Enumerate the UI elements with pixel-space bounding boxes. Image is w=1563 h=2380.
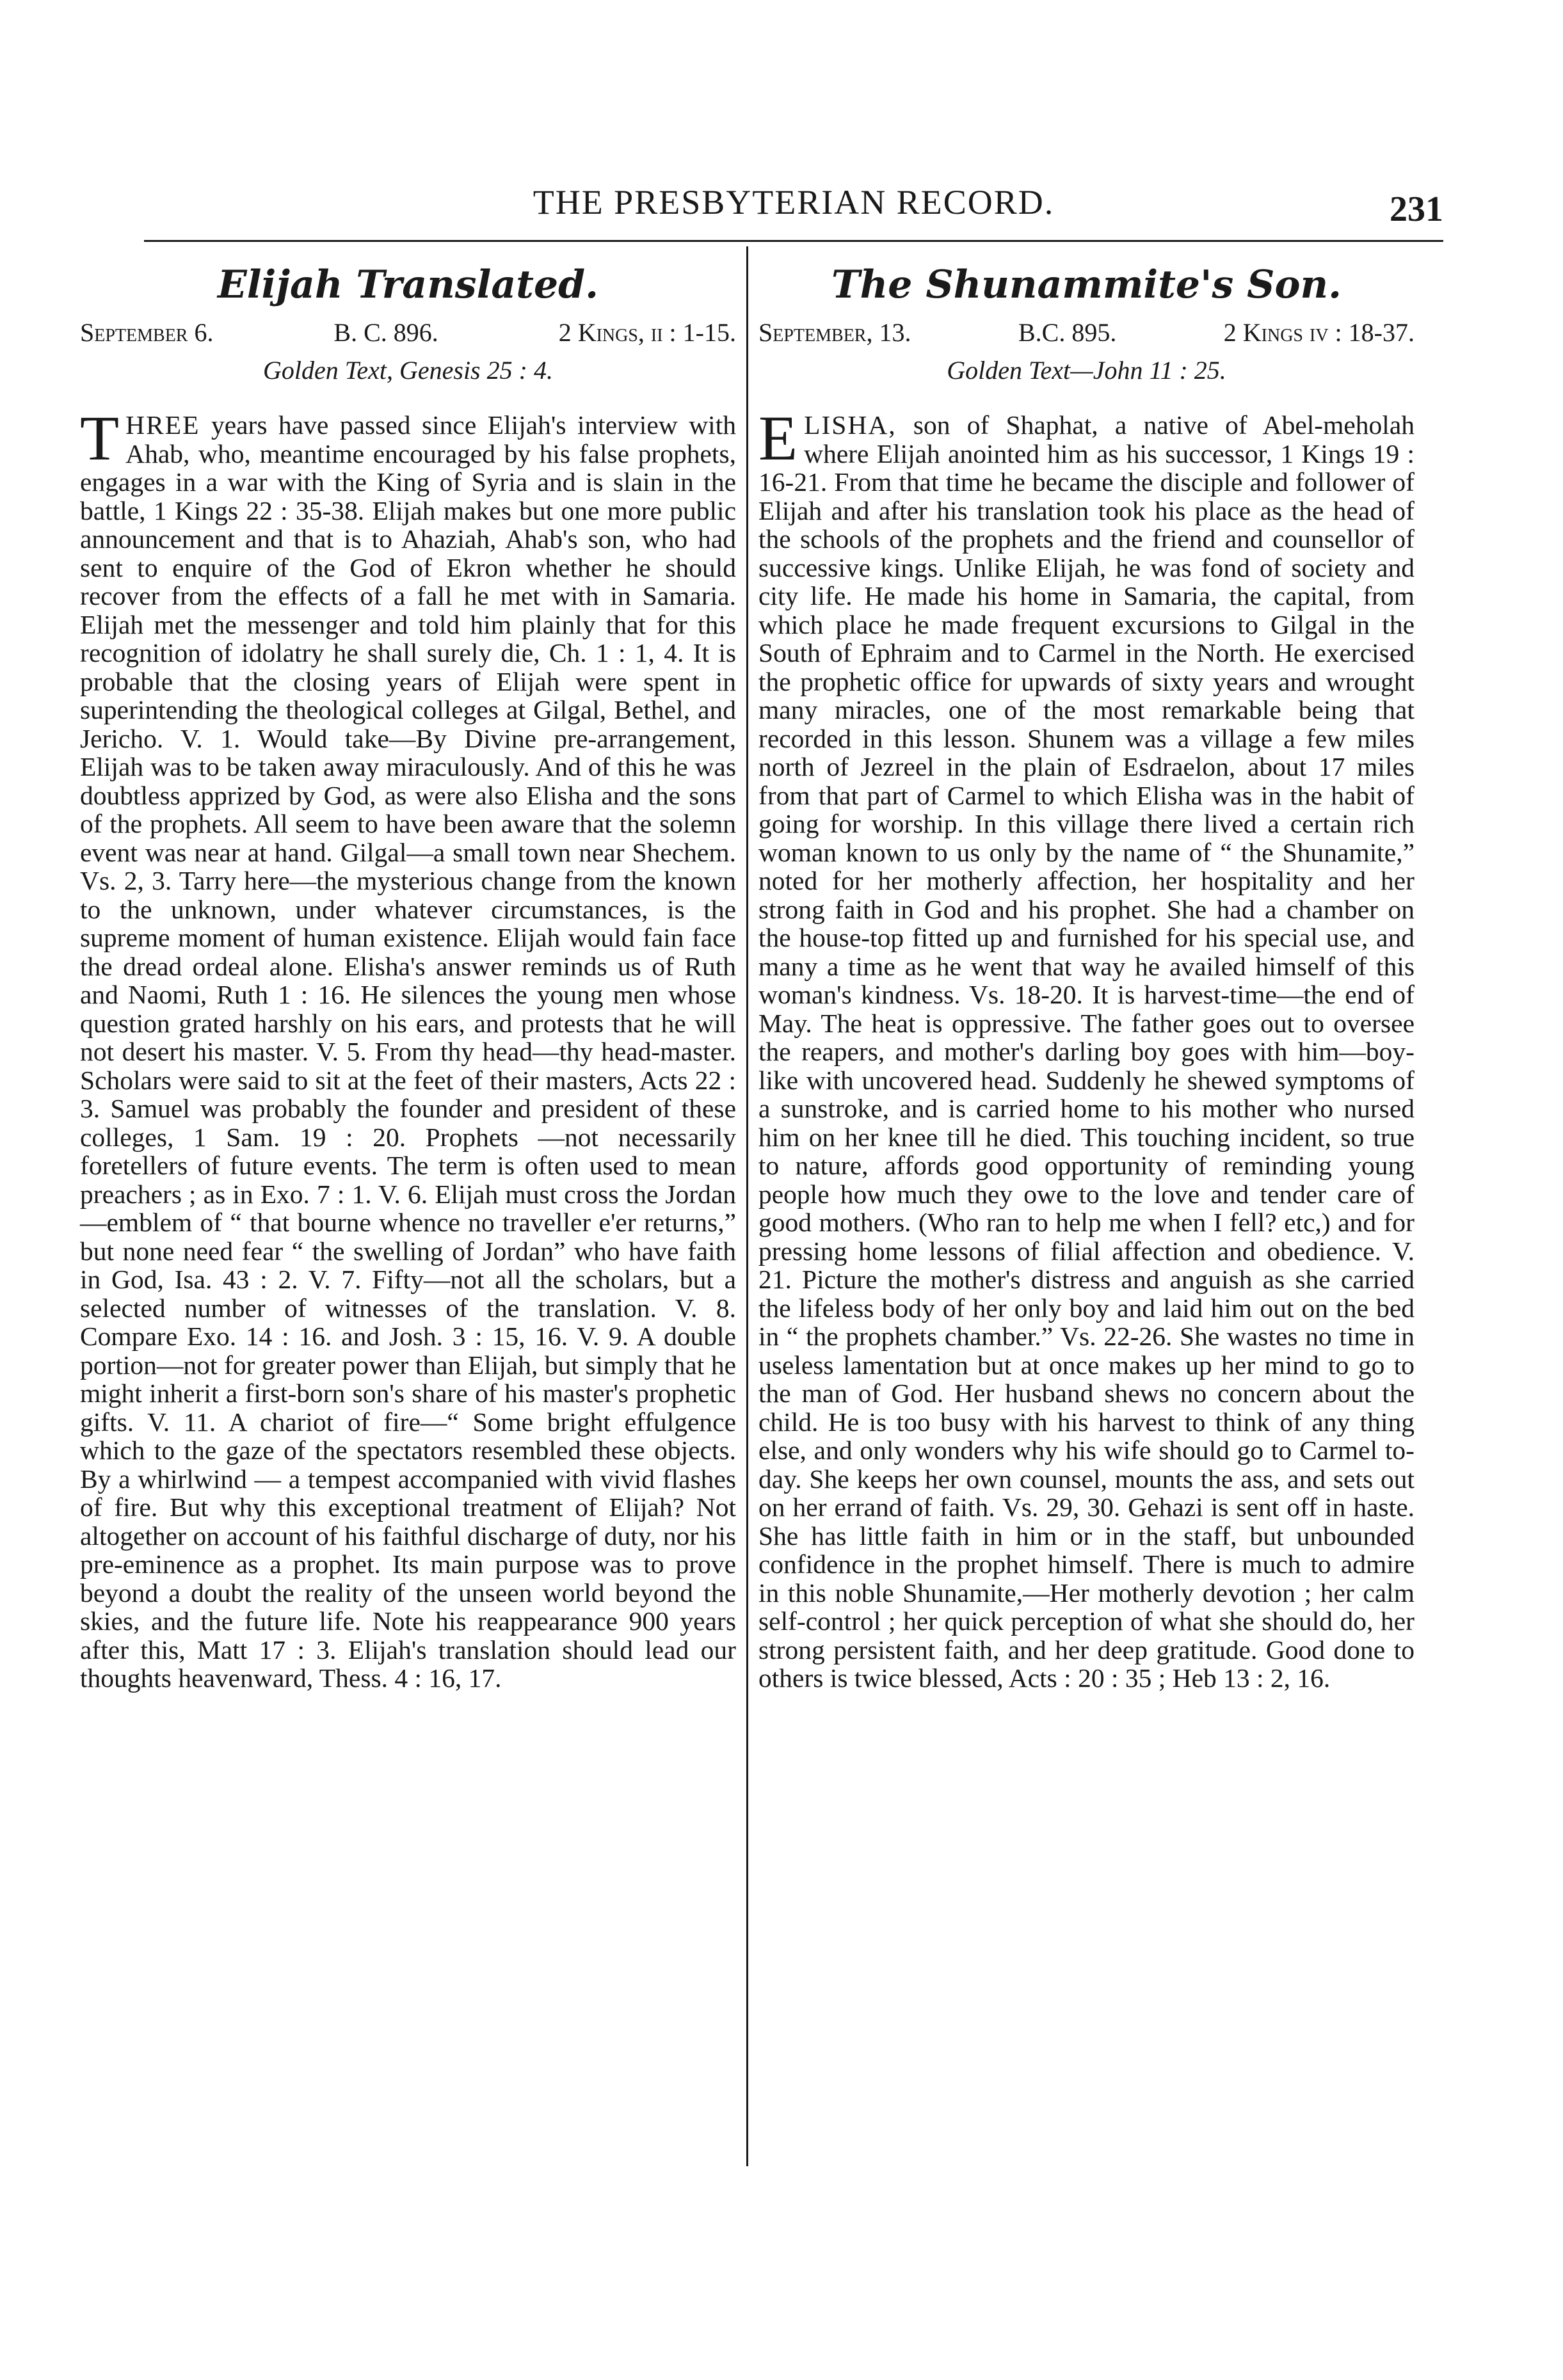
lesson-title: Elijah Translated.: [218, 262, 598, 307]
lesson-meta: [758, 317, 1415, 347]
lesson-body: [758, 403, 1415, 1693]
lesson-year: B.C. 895.: [1018, 318, 1117, 347]
column-divider: [746, 246, 748, 2166]
drop-cap: T: [80, 403, 120, 474]
page-header: [144, 182, 1443, 234]
header-rule: [144, 240, 1443, 242]
lesson-year: B. C. 896.: [333, 318, 438, 347]
golden-text: Golden Text—John 11 : 25.: [947, 356, 1226, 385]
drop-cap: E: [758, 403, 798, 474]
lead-word: HREE: [125, 410, 200, 440]
golden-text: Golden Text, Genesis 25 : 4.: [263, 356, 553, 385]
page-number: 231: [1390, 189, 1443, 229]
body-text: son of Shaphat, a native of Abel-meholah where Elijah anointed him as his successor, 1 Kings 19 : 16-21. From that time he became the disciple and follower of Elijah and after his translation took his place as the head of the schools of the prophets and the friend and counsellor of successive kings. Unlike Elijah, he was fond of society and city life. He made his home in Samaria, the capital, from which place he made frequent excursions to Gilgal in the South of Ephraim and to Carmel in the North. He exercised the prophetic office for upwards of sixty years and wrought many miracles, one of the most remarkable being that recorded in this lesson. Shunem was a village a few miles north of Jezreel in the plain of Esdraelon, about 17 miles from that part of Carmel to which Elisha was in the habit of going for worship. In this village there lived a certain rich woman known to us only by the name of “ the Shunamite,” noted for her motherly affection, her hospitality and her strong faith in God and his prophet. She had a chamber on the house-top fitted up and furnished for his special use, and many a time as he went that way he availed himself of this woman's kindness. Vs. 18-20. It is harvest-time—the end of May. The heat is oppressive. The father goes out to oversee the reapers, and mother's darling boy goes with him—boy-like with uncovered head. Suddenly he shewed symptoms of a sunstroke, and is carried home to his mother who nursed him on her knee till he died. This touching incident, so true to nature, affords good opportunity of reminding young people how much they owe to the love and tender care of good mothers. (Who ran to help me when I fell? etc,) and for pressing home lessons of filial affection and obedience. V. 21. Picture the mother's distress and anguish as she carried the lifeless body of her only boy and laid him out on the bed in “ the prophets chamber.” Vs. 22-26. She wastes no time in useless lamentation but at once makes up her mind to go to the man of God. Her husband shews no concern about the child. He is too busy with his harvest to think of any thing else, and only wonders why his wife should go to Carmel to-day. She keeps her own counsel, mounts the ass, and sets out on her errand of faith. Vs. 29, 30. Gehazi is sent off in haste. She has little faith in him or in the staff, but unbounded confidence in the prophet himself. There is much to admire in this noble Shunamite,—Her motherly devotion ; her calm self-control ; her quick perception of what she should do, her strong persistent faith, and her deep gratitude. Good done to others is twice blessed, Acts : 20 : 35 ; Heb 13 : 2, 16.: [758, 410, 1415, 1693]
running-title: THE PRESBYTERIAN RECORD.: [533, 183, 1055, 221]
lesson-reference: 2 Kings, ii : 1-15.: [558, 318, 736, 347]
lesson-reference: 2 Kings iv : 18-37.: [1223, 318, 1415, 347]
lesson-title: The Shunammite's Son.: [831, 262, 1342, 307]
body-text: years have passed since Elijah's interview with Ahab, who, meantime encouraged by his false prophets, engages in a war with the King of Syria and is slain in the battle, 1 Kings 22 : 35-38. Elijah makes but one more public announcement and that is to Ahaziah, Ahab's son, who had sent to enquire of the God of Ekron whether he should recover from the effects of a fall he met with in Samaria. Elijah met the messenger and told him plainly that for this recognition of idolatry he shall surely die, Ch. 1 : 1, 4. It is probable that the closing years of Elijah were spent in superintending the theological colleges at Gilgal, Bethel, and Jericho. V. 1. Would take—By Divine pre-arrangement, Elijah was to be taken away miraculously. And of this he was doubtless apprized by God, as were also Elisha and the sons of the prophets. All seem to have been aware that the solemn event was near at hand. Gilgal—a small town near Shechem. Vs. 2, 3. Tarry here—the mysterious change from the known to the unknown, under whatever circumstances, is the supreme moment of human existence. Elijah would fain face the dread ordeal alone. Elisha's answer reminds us of Ruth and Naomi, Ruth 1 : 16. He silences the young men whose question grated harshly on his ears, and protests that he will not desert his master. V. 5. From thy head—thy head-master. Scholars were said to sit at the feet of their masters, Acts 22 : 3. Samuel was probably the founder and president of these colleges, 1 Sam. 19 : 20. Prophets —not necessarily foretellers of future events. The term is often used to mean preachers ; as in Exo. 7 : 1. V. 6. Elijah must cross the Jordan—emblem of “ that bourne whence no traveller e'er returns,” but none need fear “ the swelling of Jordan” who have faith in God, Isa. 43 : 2. V. 7. Fifty—not all the scholars, but a selected number of witnesses of the translation. V. 8. Compare Exo. 14 : 16. and Josh. 3 : 15, 16. V. 9. A double portion—not for greater power than Elijah, but simply that he might inherit a first-born son's share of his master's prophetic gifts. V. 11. A chariot of fire—“ Some bright effulgence which to the gaze of the spectators resembled these objects. By a whirlwind — a tempest accompanied with vivid flashes of fire. But why this exceptional treatment of Elijah? Not altogether on account of his faithful discharge of duty, nor his pre-eminence as a prophet. Its main purpose was to prove beyond a doubt the reality of the unseen world beyond the skies, and the future life. Note his reappearance 900 years after this, Matt 17 : 3. Elijah's translation should lead our thoughts heavenward, Thess. 4 : 16, 17.: [80, 410, 736, 1693]
left-column: [80, 256, 736, 1693]
lesson-meta: [80, 317, 736, 347]
lesson-date: September, 13.: [758, 318, 911, 347]
lesson-date: September 6.: [80, 318, 214, 347]
lesson-body: [80, 403, 736, 1693]
lead-word: LISHA,: [804, 410, 897, 440]
right-column: [758, 256, 1415, 1693]
